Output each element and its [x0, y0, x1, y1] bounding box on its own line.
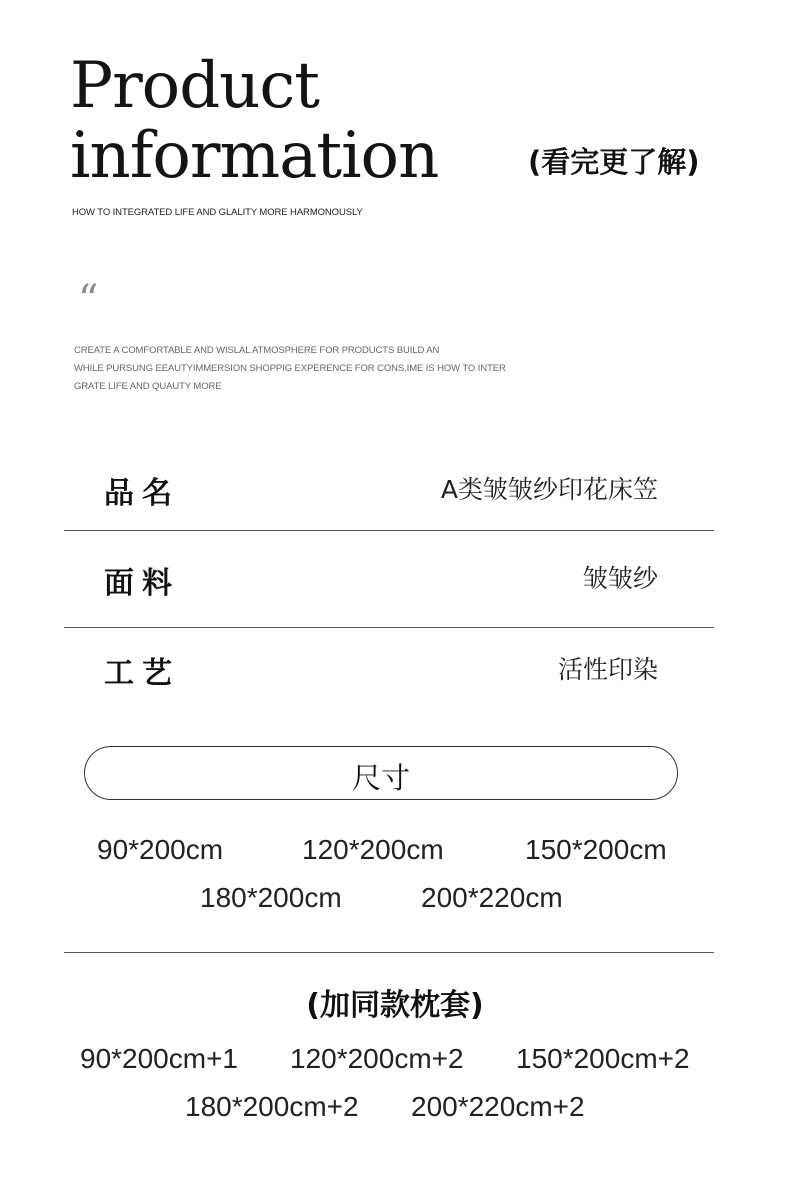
spec-label-name: 品名: [104, 476, 180, 511]
pillowcase-heading: (加同款枕套): [306, 988, 484, 1023]
spec-label-process: 工艺: [104, 656, 180, 691]
pillow-size-option: 120*200cm+2: [290, 1043, 464, 1074]
title-product: Product: [70, 49, 319, 123]
spec-value-fabric: 皱皱纱: [582, 564, 658, 593]
divider: [64, 952, 714, 953]
quote-mark-icon: “: [78, 277, 99, 323]
size-heading-pill: [84, 746, 678, 800]
quote-line-1: CREATE A COMFORTABLE AND WISLAL ATMOSPHERE FOR PRODUCTS BUILD AN: [74, 345, 440, 356]
size-option: 150*200cm: [525, 834, 667, 865]
size-option: 90*200cm: [97, 834, 224, 865]
spec-label-fabric: 面料: [104, 566, 180, 601]
size-option: 120*200cm: [302, 834, 444, 865]
divider: [64, 530, 714, 531]
pillow-size-option: 90*200cm+1: [80, 1043, 239, 1074]
spec-value-name: A类皱皱纱印花床笠: [440, 475, 658, 504]
header-subtitle: HOW TO INTEGRATED LIFE AND GLALITY MORE HARMONOUSLY: [72, 207, 363, 218]
learn-more-label: (看完更了解): [528, 145, 700, 179]
pillow-size-option: 200*220cm+2: [411, 1091, 585, 1122]
title-information: information: [70, 119, 439, 193]
divider: [64, 627, 714, 628]
quote-line-3: GRATE LIFE AND QUAUTY MORE: [74, 381, 222, 392]
pillow-size-option: 150*200cm+2: [516, 1043, 690, 1074]
size-option: 200*220cm: [421, 882, 563, 913]
pillow-size-option: 180*200cm+2: [185, 1091, 359, 1122]
size-heading: 尺寸: [351, 761, 410, 795]
spec-value-process: 活性印染: [557, 655, 658, 684]
size-option: 180*200cm: [200, 882, 342, 913]
quote-line-2: WHILE PURSUNG EEAUTYIMMERSION SHOPPIG EXPERENCE FOR CONS.IME IS HOW TO INTER: [74, 363, 506, 374]
